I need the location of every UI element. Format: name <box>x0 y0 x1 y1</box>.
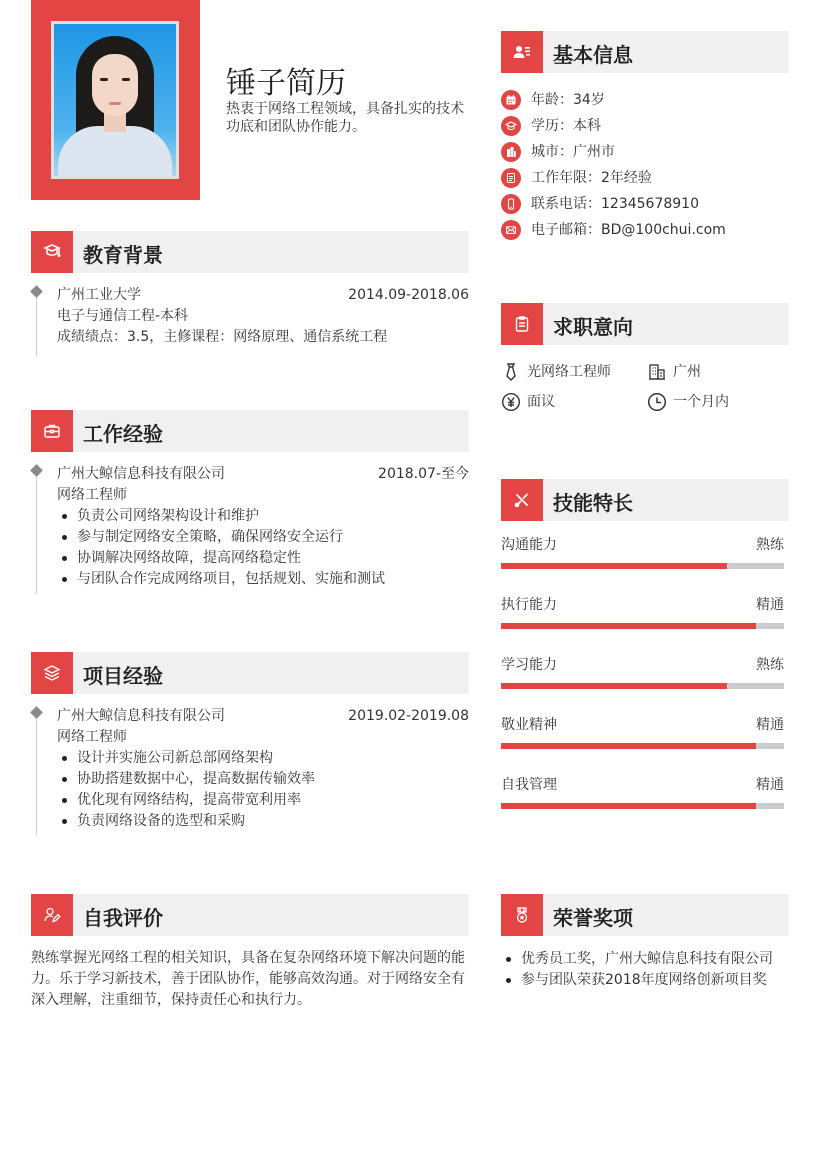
graduation-cap-icon <box>31 231 73 273</box>
section-title: 荣誉奖项 <box>553 906 633 930</box>
list-item: 参与团队荣获2018年度网络创新项目奖 <box>501 970 801 991</box>
education-detail: 成绩绩点：3.5，主修课程：网络原理、通信系统工程 <box>57 329 388 345</box>
list-item: 负责网络设备的选型和采购 <box>57 811 469 832</box>
skill-level: 熟练 <box>756 537 784 553</box>
education-period: 2014.09-2018.06 <box>348 287 469 303</box>
timeline-line <box>36 712 37 836</box>
school-name: 广州工业大学 <box>57 287 141 303</box>
work-entry <box>31 464 469 594</box>
project-entry <box>31 706 469 836</box>
skill-level: 熟练 <box>756 657 784 673</box>
phone-icon <box>501 194 521 214</box>
skill-progress-bar <box>501 803 784 809</box>
calendar-icon <box>501 90 521 110</box>
skill-item <box>501 535 784 575</box>
skill-progress-bar <box>501 563 784 569</box>
list-item: 负责公司网络架构设计和维护 <box>57 506 469 527</box>
section-title: 工作经验 <box>83 422 163 446</box>
briefcase-icon <box>31 410 73 452</box>
skill-item <box>501 655 784 695</box>
resume-tagline: 热衷于网络工程领域，具备扎实的技术功底和团队协作能力。 <box>226 101 464 135</box>
company-name: 广州大鲸信息科技有限公司 <box>57 466 225 482</box>
skill-item <box>501 595 784 635</box>
timeline-line <box>36 291 37 357</box>
list-item: 与团队合作完成网络项目，包括规划、实施和测试 <box>57 569 469 590</box>
timeline-diamond-icon <box>30 285 43 298</box>
user-card-icon <box>501 31 543 73</box>
list-item: 参与制定网络安全策略，确保网络安全运行 <box>57 527 469 548</box>
avatar-photo <box>54 24 176 176</box>
building-icon <box>647 362 667 382</box>
skill-item <box>501 715 784 755</box>
list-item: 优秀员工奖，广州大鲸信息科技有限公司 <box>501 949 801 970</box>
list-item: 优化现有网络结构，提高带宽利用率 <box>57 790 469 811</box>
section-title: 项目经验 <box>83 664 163 688</box>
resume-name: 锤子简历 <box>226 66 346 101</box>
clock-icon <box>647 392 667 412</box>
section-skills-header <box>501 479 789 521</box>
skill-item <box>501 775 784 815</box>
honors-list <box>501 949 801 991</box>
list-item: 协调解决网络故障，提高网络稳定性 <box>57 548 469 569</box>
clipboard-icon <box>501 303 543 345</box>
building-icon <box>501 142 521 162</box>
skill-progress-fill <box>501 623 756 629</box>
section-title: 自我评价 <box>83 906 163 930</box>
yen-icon <box>501 392 521 412</box>
self-eval-text: 熟练掌握光网络工程的相关知识，具备在复杂网络环境下解决问题的能力。乐于学习新技术，善于团队协作，能够高效沟通。对于网络安全有深入理解，注重细节，保持责任心和执行力。 <box>31 950 465 1008</box>
education-major: 电子与通信工程-本科 <box>57 308 189 324</box>
skill-progress-fill <box>501 683 727 689</box>
project-period: 2019.02-2019.08 <box>348 708 469 724</box>
list-item: 协助搭建数据中心，提高数据传输效率 <box>57 769 469 790</box>
skill-name: 执行能力 <box>501 597 557 613</box>
skill-name: 学习能力 <box>501 657 557 673</box>
section-self-eval-header <box>31 894 469 936</box>
medal-icon <box>501 894 543 936</box>
skill-progress-bar <box>501 623 784 629</box>
layers-icon <box>31 652 73 694</box>
tools-icon <box>501 479 543 521</box>
section-work-header <box>31 410 469 452</box>
skill-progress-bar <box>501 683 784 689</box>
project-role: 网络工程师 <box>57 729 127 745</box>
section-title: 基本信息 <box>553 43 633 67</box>
mail-icon <box>501 220 521 240</box>
timeline-diamond-icon <box>30 464 43 477</box>
skill-progress-fill <box>501 743 756 749</box>
list-item: 设计并实施公司新总部网络架构 <box>57 748 469 769</box>
skill-progress-fill <box>501 563 727 569</box>
skill-name: 沟通能力 <box>501 537 557 553</box>
graduation-icon <box>501 116 521 136</box>
tie-icon <box>501 362 521 382</box>
skill-level: 精通 <box>756 717 784 733</box>
section-projects-header <box>31 652 469 694</box>
skill-progress-fill <box>501 803 756 809</box>
education-entry <box>31 285 469 355</box>
document-icon <box>501 168 521 188</box>
section-honors-header <box>501 894 789 936</box>
section-title: 教育背景 <box>83 243 163 267</box>
user-edit-icon <box>31 894 73 936</box>
section-title: 求职意向 <box>553 315 633 339</box>
section-education-header <box>31 231 469 273</box>
section-title: 技能特长 <box>553 491 633 515</box>
project-bullets <box>57 748 469 832</box>
section-intent-header <box>501 303 789 345</box>
company-name: 广州大鲸信息科技有限公司 <box>57 708 225 724</box>
timeline-diamond-icon <box>30 706 43 719</box>
skill-level: 精通 <box>756 597 784 613</box>
work-bullets <box>57 506 469 590</box>
timeline-line <box>36 470 37 594</box>
job-role: 网络工程师 <box>57 487 127 503</box>
skill-name: 敬业精神 <box>501 717 557 733</box>
section-basic-info-header <box>501 31 789 73</box>
skill-name: 自我管理 <box>501 777 557 793</box>
work-period: 2018.07-至今 <box>378 466 469 482</box>
skill-progress-bar <box>501 743 784 749</box>
skill-level: 精通 <box>756 777 784 793</box>
